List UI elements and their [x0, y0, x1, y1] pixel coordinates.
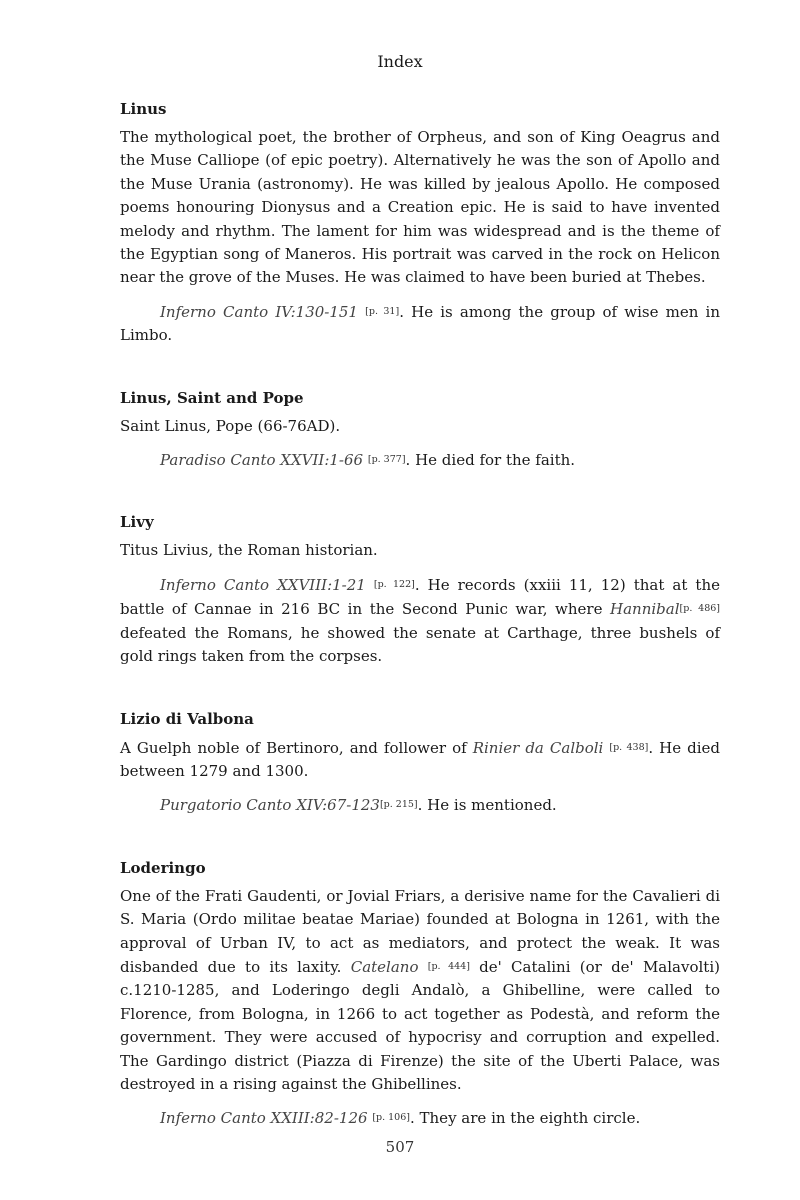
reference-text: . He died for the faith. — [405, 451, 576, 470]
index-content — [120, 100, 720, 1172]
entry-description: Saint Linus, Pope (66-76AD). — [120, 416, 341, 435]
page-reference[interactable]: [p. 438] — [609, 741, 649, 753]
entry-title: Livy — [120, 513, 154, 532]
page-number: 507 — [385, 1138, 415, 1156]
page-reference[interactable]: [p. 106] — [372, 1112, 410, 1124]
entry-reference — [120, 1106, 720, 1130]
entry-reference — [120, 300, 720, 348]
entry-description — [120, 736, 720, 784]
entry-title: Linus — [120, 100, 167, 118]
entry-description: The mythological poet, the brother of Orpheus, and son of King Oeagrus and the Muse Calliope (of epic poetry). Alternatively he was the son of Apollo and the Muse Urania (astronomy). He was killed by jealous Apollo. He composed poems honouring Dionysus and a Creation epic. He is said to have invented melody and rhythm. The lament for him was widespread and is the theme of the Egyptian song of Maneros. His portrait was carved in the rock on Helicon near the grove of the Muses. He was claimed to have been buried at Thebes. — [120, 128, 720, 287]
canto-link[interactable]: Inferno Canto XXIII:82-126 — [160, 1109, 368, 1128]
reference-text: . He is among the group of wise men in Limbo. — [120, 302, 720, 345]
reference-text: defeated the Romans, he showed the senate at Carthage, three bushels of gold rings taken from the corpses. — [120, 623, 720, 666]
index-entry-linus — [120, 100, 720, 348]
page-reference[interactable]: [p. 486] — [679, 603, 720, 615]
cross-reference-link[interactable]: Hannibal — [610, 600, 680, 619]
entry-reference — [120, 448, 720, 472]
cross-reference-link[interactable]: Catelano — [350, 957, 419, 976]
entry-description — [120, 885, 720, 1097]
description-text: . He died between 1279 and 1300. — [120, 738, 721, 780]
entry-title: Linus, Saint and Pope — [120, 388, 304, 407]
page-reference[interactable]: [p. 122] — [373, 578, 415, 590]
running-head: Index — [377, 52, 423, 71]
canto-link[interactable]: Paradiso Canto XXVII:1-66 — [160, 451, 364, 470]
entry-description: Titus Livius, the Roman historian. — [120, 541, 378, 560]
cross-reference-link[interactable]: Rinier da Calboli — [472, 738, 604, 757]
entry-reference — [120, 573, 720, 669]
reference-text: . He records (xxiii 11, 12) that at the battle of Cannae in 216 BC in the Second Punic war, where — [120, 575, 720, 619]
index-entry-lizio-di-valbona — [120, 710, 720, 818]
entry-reference — [120, 793, 720, 817]
entry-title: Lizio di Valbona — [120, 709, 254, 728]
reference-text: . They are in the eighth circle. — [409, 1109, 641, 1128]
canto-link[interactable]: Inferno Canto IV:130-151 — [160, 302, 358, 321]
page-reference[interactable]: [p. 377] — [367, 454, 406, 466]
index-entry-loderingo — [120, 859, 720, 1131]
canto-link[interactable]: Inferno Canto XXVIII:1-21 — [160, 575, 366, 594]
description-text: de' Catalini (or de' Malavolti) c.1210-1285, and Loderingo degli Andalò, a Ghibelline, were called to Florence, from Bologna, in 1266 to act together as Podestà, and reform the government. They were accused of hypocrisy and corruption and expelled. The Gardingo district (Piazza di Firenze) the site of the Uberti Palace, was destroyed in a rising against the Ghibellines. — [120, 957, 720, 1093]
canto-link[interactable]: Purgatorio Canto XIV:67-123 — [160, 796, 380, 815]
description-text: A Guelph noble of Bertinoro, and follower of — [120, 738, 473, 757]
entry-title: Loderingo — [120, 858, 206, 877]
reference-text: . He is mentioned. — [417, 796, 557, 815]
index-entry-linus-saint-and-pope — [120, 389, 720, 473]
description-text: One of the Frati Gaudenti, or Jovial Friars, a derisive name for the Cavalieri di S. Maria (Ordo militae beatae Mariae) founded at Bologna in 1261, with the approval of Urban IV, to act as mediators, and protect the weak. It was disbanded due to its laxity. — [120, 886, 720, 976]
page-reference[interactable]: [p. 444] — [427, 960, 470, 972]
page-reference[interactable]: [p. 215] — [379, 799, 418, 811]
page-reference[interactable]: [p. 31] — [365, 305, 400, 317]
index-entry-livy — [120, 513, 720, 668]
